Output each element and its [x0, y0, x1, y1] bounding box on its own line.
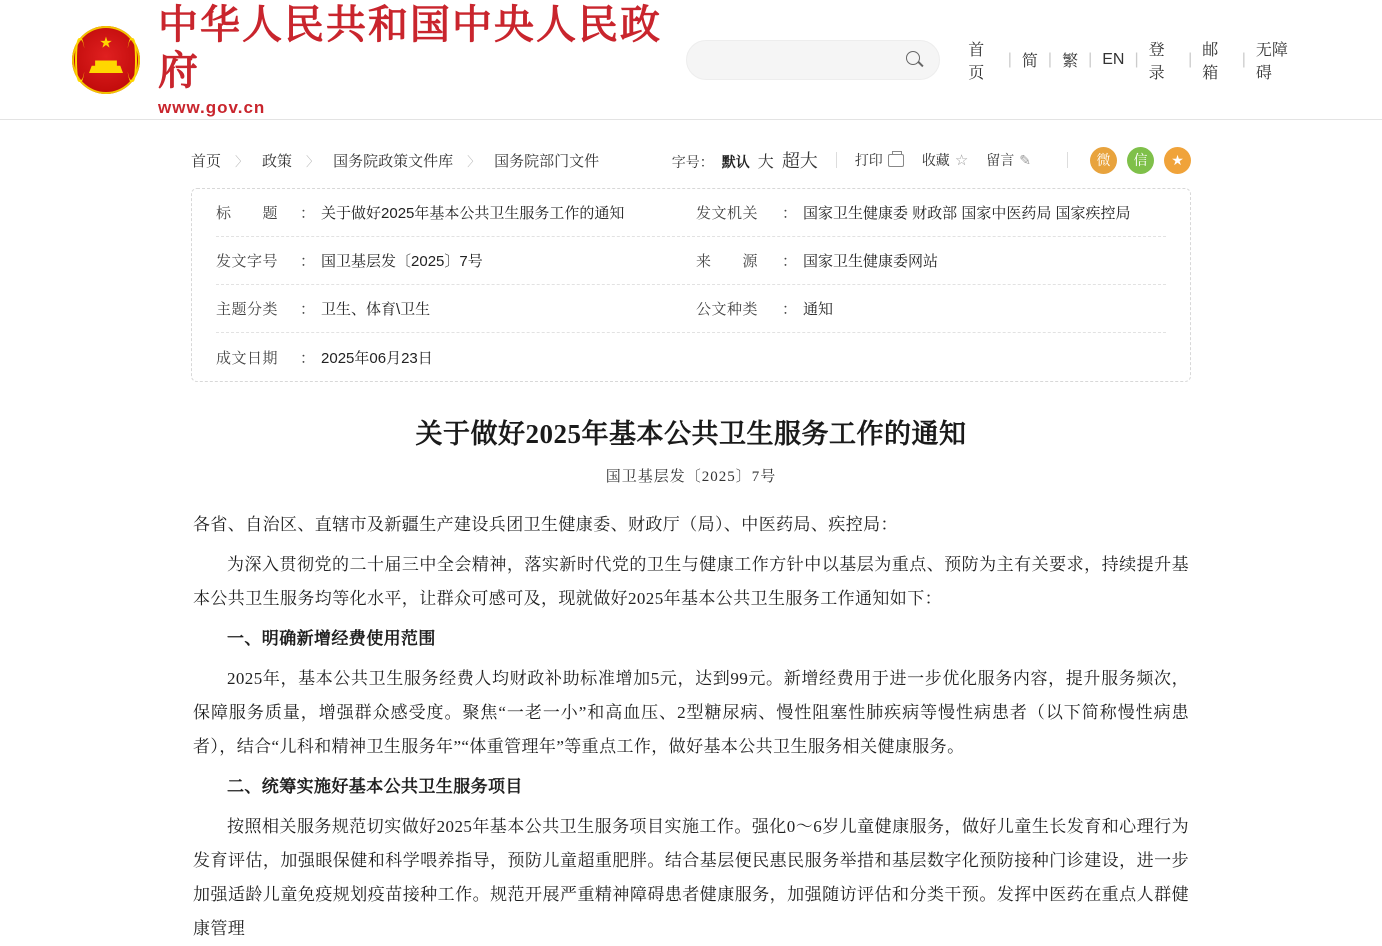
header-link-mail[interactable]: 邮箱: [1202, 41, 1219, 82]
comment-button[interactable]: [986, 150, 1031, 170]
brand-url: www.gov.cn: [158, 97, 266, 117]
emblem-wheat-right: [127, 38, 137, 82]
paragraph-intro: 为深入贯彻党的二十届三中全会精神，落实新时代党的卫生与健康工作方针中以基层为重点、预防为主有关要求，持续提升基本公共卫生服务均等化水平，让群众可感可及，现就做好2025年基本公共卫生服务工作通知如下：: [193, 555, 1189, 608]
divider: [1067, 152, 1068, 168]
search-box[interactable]: [686, 40, 941, 80]
meta-row: [216, 285, 1166, 333]
chevron-right-icon: 〉: [467, 153, 481, 169]
divider: |: [1007, 50, 1012, 68]
header-link-simplified[interactable]: 简: [1021, 53, 1038, 70]
meta-label: 主题分类: [216, 301, 279, 318]
header-right: [686, 37, 1310, 83]
header-link-home[interactable]: 首页: [968, 41, 985, 82]
weibo-share-icon[interactable]: 微: [1090, 147, 1117, 174]
font-size-default-button[interactable]: 默认: [721, 154, 750, 170]
breadcrumb-item-policy-library[interactable]: 国务院政策文件库: [333, 152, 454, 170]
document-number: 国卫基层发〔2025〕7号: [605, 469, 777, 485]
paragraph-section-1-body: 2025年，基本公共卫生服务经费人均财政补助标准增加5元，达到99元。新增经费用于进一步优化服务内容，提升服务频次，保障服务质量，增强群众感受度。聚焦“一老一小”和高血压、2型糖尿病、慢性阻塞性肺疾病等慢性病患者（以下简称慢性病患者），结合“儿科和精神卫生服务年”“体重管理年”等重点工作，做好基本公共卫生服务相关健康服务。: [193, 669, 1189, 756]
paragraph-recipients: 各省、自治区、直辖市及新疆生产建设兵团卫生健康委、财政厅（局）、中医药局、疾控局：: [193, 515, 898, 534]
font-size-label: 字号：: [671, 154, 714, 170]
divider: [836, 152, 837, 168]
article-body: [193, 508, 1189, 946]
meta-cell-issuing-agency: [696, 202, 1166, 223]
brand-title: 中华人民共和国中央人民政府: [158, 1, 662, 93]
share-buttons: [1090, 147, 1191, 174]
article: [191, 412, 1191, 946]
meta-cell-doc-number: [216, 250, 696, 271]
page-container: [191, 120, 1191, 946]
emblem-gate-icon: [89, 57, 123, 73]
meta-colon: ：: [300, 205, 316, 222]
header-link-login[interactable]: 登录: [1148, 41, 1165, 82]
meta-row: [216, 333, 1166, 381]
emblem-star-icon: ★: [99, 34, 113, 52]
bookmark-share-icon[interactable]: ★: [1164, 147, 1191, 174]
meta-value: 卫生、体育\卫生: [321, 301, 431, 318]
printer-icon: [888, 154, 904, 167]
meta-cell-category: [216, 298, 696, 319]
header-link-traditional[interactable]: 繁: [1062, 53, 1079, 70]
divider: |: [1188, 50, 1193, 68]
breadcrumb-item-policy[interactable]: 政策: [262, 152, 293, 170]
star-icon: ☆: [954, 152, 969, 169]
breadcrumb: [191, 150, 599, 171]
divider: |: [1241, 50, 1246, 68]
meta-value: 国卫基层发〔2025〕7号: [321, 253, 483, 270]
site-brand[interactable]: [72, 2, 686, 118]
national-emblem-icon: [72, 26, 140, 94]
emblem-wheat-left: [75, 38, 85, 82]
meta-value: 国家卫生健康委网站: [803, 253, 939, 270]
meta-label: 发文字号: [216, 253, 279, 270]
breadcrumb-toolbar-row: [191, 138, 1191, 182]
breadcrumb-item-department-documents[interactable]: 国务院部门文件: [494, 152, 600, 170]
meta-row: [216, 237, 1166, 285]
meta-colon: ：: [782, 253, 798, 270]
meta-colon: ：: [782, 301, 798, 318]
favorite-label: 收藏: [921, 152, 950, 168]
font-size-control: [672, 147, 818, 173]
search-icon[interactable]: [905, 50, 925, 70]
meta-row: [216, 189, 1166, 237]
brand-text: [158, 2, 686, 118]
wechat-share-icon[interactable]: 信: [1127, 147, 1154, 174]
divider: |: [1088, 50, 1093, 68]
meta-label: 公文种类: [696, 301, 759, 318]
paragraph-section-2-body: 按照相关服务规范切实做好2025年基本公共卫生服务项目实施工作。强化0～6岁儿童健康服务，做好儿童生长发育和心理行为发育评估，加强眼保健和科学喂养指导，预防儿童超重肥胖。结合基层便民惠民服务举措和基层数字化预防接种门诊建设，进一步加强适龄儿童免疫规划疫苗接种工作。规范开展严重精神障碍患者健康服务，加强随访评估和分类干预。发挥中医药在重点人群健康管理: [193, 817, 1189, 938]
comment-label: 留言: [986, 152, 1015, 168]
meta-value: 国家卫生健康委 财政部 国家中医药局 国家疾控局: [803, 205, 1131, 222]
divider: |: [1047, 50, 1053, 68]
meta-value: 关于做好2025年基本公共卫生服务工作的通知: [321, 205, 625, 222]
section-heading-2: 二、统筹实施好基本公共卫生服务项目: [227, 777, 523, 796]
meta-colon: ：: [782, 205, 798, 222]
font-size-xlarge-button[interactable]: 超大: [781, 151, 818, 171]
divider: |: [1134, 50, 1139, 68]
meta-value: 2025年06月23日: [321, 349, 433, 367]
meta-colon: ：: [300, 301, 316, 318]
section-heading-1: 一、明确新增经费使用范围: [227, 629, 436, 648]
document-meta-card: [191, 188, 1191, 382]
header-link-accessibility[interactable]: 无障碍: [1255, 41, 1288, 82]
header-links: [958, 37, 1310, 83]
header-link-english[interactable]: EN: [1102, 50, 1125, 68]
page-title: 关于做好2025年基本公共卫生服务工作的通知: [415, 419, 967, 449]
pencil-icon: ✎: [1019, 151, 1031, 168]
meta-colon: ：: [300, 349, 316, 367]
meta-cell-date: [216, 347, 696, 368]
meta-value: 通知: [803, 301, 834, 318]
meta-cell-doc-type: [696, 298, 1166, 319]
meta-cell-source: [696, 250, 1166, 271]
chevron-right-icon: 〉: [235, 153, 249, 169]
site-header: [0, 0, 1382, 120]
breadcrumb-item-home[interactable]: 首页: [191, 152, 222, 170]
meta-label: 发文机关: [696, 205, 759, 222]
font-size-large-button[interactable]: 大: [757, 154, 774, 171]
favorite-button[interactable]: [922, 150, 968, 170]
meta-cell-title: [216, 202, 696, 223]
search-input[interactable]: [705, 51, 906, 69]
meta-colon: ：: [300, 253, 316, 270]
meta-label: 标 题: [216, 205, 279, 222]
chevron-right-icon: 〉: [306, 153, 320, 169]
print-label: 打印: [854, 152, 883, 168]
article-toolbar: [672, 147, 1191, 174]
meta-label: 成文日期: [216, 349, 279, 367]
meta-label: 来 源: [696, 253, 759, 270]
print-button[interactable]: [855, 150, 904, 170]
